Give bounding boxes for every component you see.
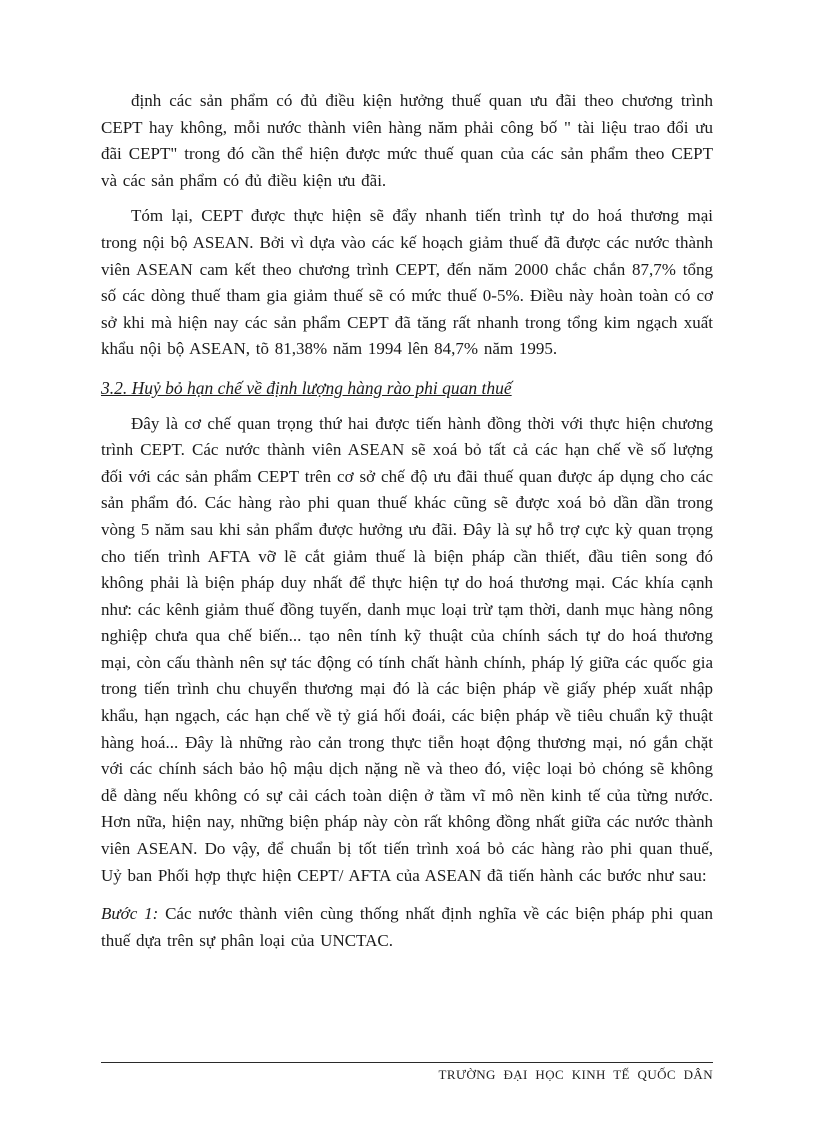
document-body bbox=[101, 88, 713, 963]
footer-divider bbox=[101, 1062, 713, 1063]
page-footer bbox=[101, 1062, 713, 1083]
step-1-text: Các nước thành viên cùng thống nhất định nghĩa về các biện pháp phi quan thuế dựa trên sự phân loại của UNCTAC. bbox=[101, 904, 714, 950]
paragraph-cept-eligibility: định các sản phẩm có đủ điều kiện hưởng thuế quan ưu đãi theo chương trình CEPT hay không, mỗi nước thành viên hàng năm phải công bố " tài liệu trao đổi ưu đãi CEPT" trong đó cần thể hiện được mức thuế quan của các sản phẩm theo CEPT và các sản phẩm có đủ điều kiện ưu đãi. bbox=[101, 91, 713, 190]
paragraph-cept-summary: Tóm lại, CEPT được thực hiện sẽ đẩy nhanh tiến trình tự do hoá thương mại trong nội bộ ASEAN. Bởi vì dựa vào các kế hoạch giảm thuế đã được các nước thành viên ASEAN cam kết theo chương trình CEPT, đến năm 2000 chắc chắn 87,7% tổng số các dòng thuế tham gia giảm thuế sẽ có mức thuế 0-5%. Điều này hoàn toàn có cơ sở khi mà hiện nay các sản phẩm CEPT đã tăng rất nhanh trong tổng kim ngạch xuất khẩu nội bộ ASEAN, tõ 81,38% năm 1994 lên 84,7% năm 1995. bbox=[101, 206, 713, 359]
paragraph-step-1 bbox=[101, 901, 713, 954]
section-heading-3-2: 3.2. Huỷ bỏ hạn chế về định lượng hàng rào phi quan thuế bbox=[101, 377, 512, 398]
step-1-label: Bước 1: bbox=[101, 904, 159, 924]
footer-institution-text: TRƯỜNG ĐẠI HỌC KINH TẾ QUỐC DÂN bbox=[438, 1067, 713, 1082]
paragraph-non-tariff-barriers: Đây là cơ chế quan trọng thứ hai được tiến hành đồng thời với thực hiện chương trình CEPT. Các nước thành viên ASEAN sẽ xoá bỏ tất cả các hạn chế về số lượng đối với các sản phẩm CEPT trên cơ sở chế độ ưu đãi thuế quan được áp dụng cho các sản phẩm đó. Các hàng rào phi quan thuế khác cũng sẽ được xoá bỏ dần dần trong vòng 5 năm sau khi sản phẩm được hưởng ưu đãi. Đây là sự hỗ trợ cực kỳ quan trọng cho tiến trình AFTA vỡ lẽ cắt giảm thuế là biện pháp cần thiết, đầu tiên song đó không phải là biện pháp duy nhất để thực hiện tự do hoá thương mại. Các khía cạnh như: các kênh giảm thuế đồng tuyến, danh mục loại trừ tạm thời, danh mục hàng nông nghiệp chưa qua chế biến... tạo nên tính kỹ thuật của chính sách tự do hoá thương mại, còn cấu thành nên sự tác động có tính chất hành chính, pháp lý giữa các quốc gia trong tiến trình chu chuyển thương mại đó là các biện pháp về giấy phép xuất nhập khẩu, hạn ngạch, các hạn chế về tỷ giá hối đoái, các biện pháp về tiêu chuẩn kỹ thuật hàng hoá... Đây là những rào cản trong thực tiễn hoạt động thương mại, nó gắn chặt với các chính sách bảo hộ mậu dịch nặng nề và theo đó, việc loại bỏ chóng sẽ không dễ dàng nếu không có sự cải cách toàn diện ở tầm vĩ mô nền kinh tế của từng nước. Hơn nữa, hiện nay, những biện pháp này còn rất không đồng nhất giữa các nước thành viên ASEAN. Do vậy, để chuẩn bị tốt tiến trình xoá bỏ các hàng rào phi quan thuế, Uỷ ban Phối hợp thực hiện CEPT/ AFTA của ASEAN đã tiến hành các bước như sau: bbox=[101, 413, 713, 885]
